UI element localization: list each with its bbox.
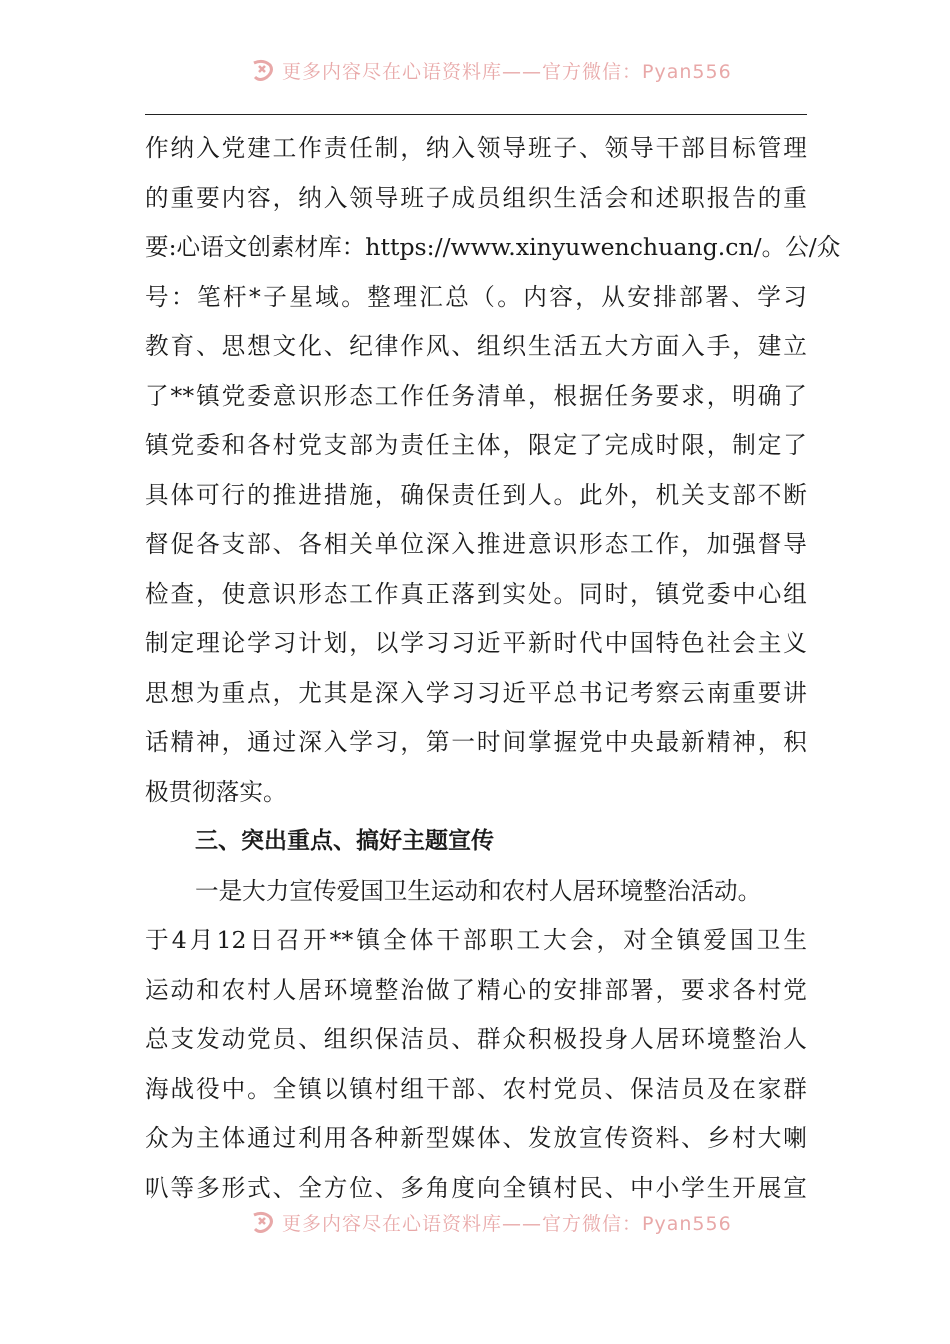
paragraph-line: 一是大力宣传爱国卫生运动和农村人居环境整治活动。	[195, 876, 762, 905]
paragraph-line: 作 纳 入 党 建 工 作 责 任 制 ， 纳 入 领 导 班 子 、 领 导 干 部 目 标 管 理	[145, 134, 807, 162]
section-heading: 三、突出重点、搞好主题宣传	[195, 828, 494, 854]
document-body	[145, 124, 841, 1213]
logo-icon	[250, 1209, 276, 1235]
paragraph-line: 号 ： 笔 杆 * 子 星 域 。 整 理 汇 总 （ 。 内 容 ， 从 安 排 部 署 、 学 习	[145, 282, 807, 311]
paragraph-line: 具 体 可 行 的 推 进 措 施 ， 确 保 责 任 到 人 。 此 外 ， 机 关 支 部 不 断	[145, 480, 807, 509]
paragraph-line: 要 : 心 语 文 创 素 材 库 ： https://www.xinyuwenchuang.cn/ 。 公 / 众	[145, 233, 841, 261]
paragraph-line: 思 想 为 重 点 ， 尤 其 是 深 入 学 习 习 近 平 总 书 记 考 察 云 南 重 要 讲	[145, 678, 807, 707]
logo-icon	[250, 57, 276, 83]
header-rule	[145, 114, 807, 115]
paragraph-line: 总 支 发 动 党 员 、 组 织 保 洁 员 、 群 众 积 极 投 身 人 居 环 境 整 治 人	[145, 1025, 807, 1053]
paragraph-line: 极贯彻落实。	[145, 777, 287, 806]
paragraph-line: 镇 党 委 和 各 村 党 支 部 为 责 任 主 体 ， 限 定 了 完 成 时 限 ， 制 定 了	[145, 431, 807, 459]
watermark-text: 更多内容尽在心语资料库——官方微信：Pyan556	[282, 1212, 732, 1235]
watermark-text: 更多内容尽在心语资料库——官方微信：Pyan556	[282, 60, 732, 83]
paragraph-line: 制 定 理 论 学 习 计 划 ， 以 学 习 习 近 平 新 时 代 中 国 特 色 社 会 主 义	[145, 629, 807, 657]
paragraph-line: 教 育 、 思 想 文 化 、 纪 律 作 风 、 组 织 生 活 五 大 方 面 入 手 ， 建 立	[145, 332, 807, 360]
paragraph-line: 的 重 要 内 容 ， 纳 入 领 导 班 子 成 员 组 织 生 活 会 和 述 职 报 告 的 重	[145, 183, 807, 212]
watermark-footer	[250, 1204, 770, 1240]
paragraph-line: 了 ** 镇 党 委 意 识 形 态 工 作 任 务 清 单 ， 根 据 任 务 要 求 ， 明 确 了	[145, 381, 807, 410]
paragraph-line: 海 战 役 中 。 全 镇 以 镇 村 组 干 部 、 农 村 党 员 、 保 洁 员 及 在 家 群	[145, 1074, 807, 1103]
paragraph-line: 运 动 和 农 村 人 居 环 境 整 治 做 了 精 心 的 安 排 部 署 ， 要 求 各 村 党	[145, 975, 807, 1004]
paragraph-line: 督 促 各 支 部 、 各 相 关 单 位 深 入 推 进 意 识 形 态 工 作 ， 加 强 督 导	[145, 530, 807, 558]
paragraph-line: 于 4 月 12 日 召 开 ** 镇 全 体 干 部 职 工 大 会 ， 对 全 镇 爱 国 卫 生	[145, 926, 807, 954]
paragraph-line: 叭 等 多 形 式 、 全 方 位 、 多 角 度 向 全 镇 村 民 、 中 小 学 生 开 展 宣	[145, 1173, 807, 1202]
paragraph-line: 众 为 主 体 通 过 利 用 各 种 新 型 媒 体 、 发 放 宣 传 资 料 、 乡 村 大 喇	[145, 1124, 807, 1152]
paragraph-line: 话 精 神 ， 通 过 深 入 学 习 ， 第 一 时 间 掌 握 党 中 央 最 新 精 神 ， 积	[145, 728, 807, 756]
watermark-header	[250, 52, 770, 88]
paragraph-line: 检 查 ， 使 意 识 形 态 工 作 真 正 落 到 实 处 。 同 时 ， 镇 党 委 中 心 组	[145, 579, 807, 608]
